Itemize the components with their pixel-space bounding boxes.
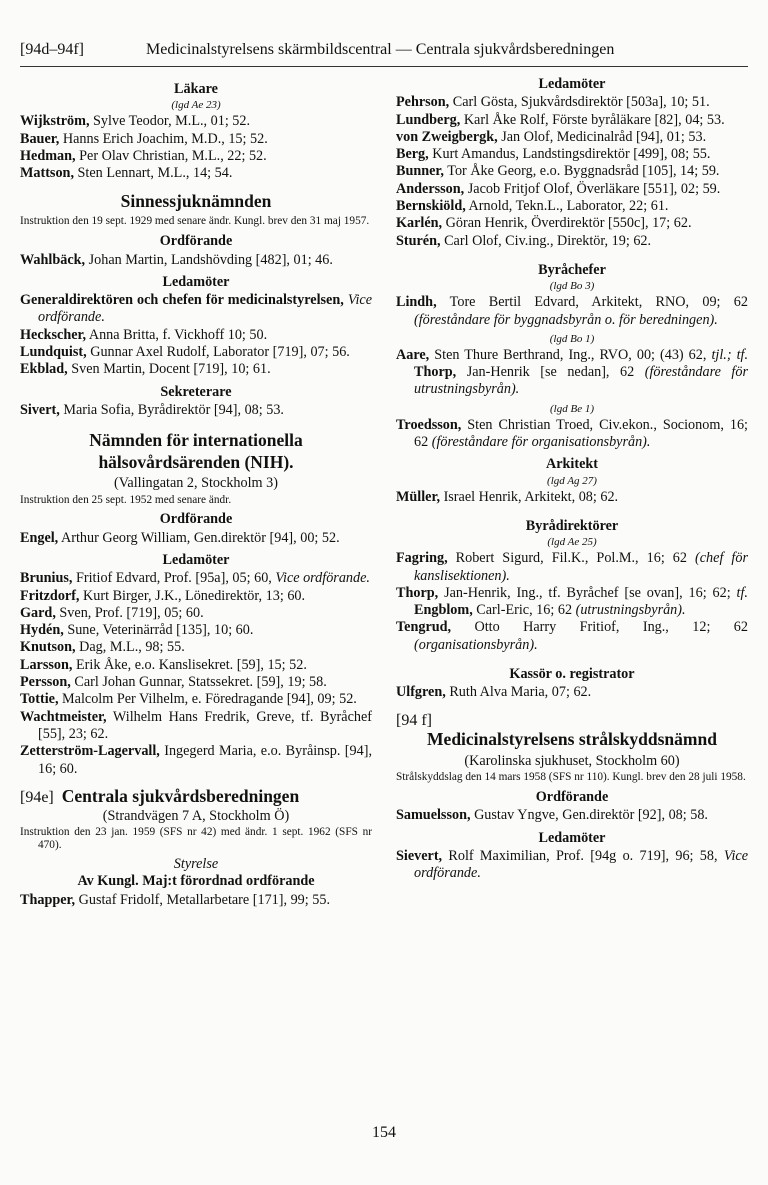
byrachefer-grade-1: (lgd Bo 3)	[549, 280, 595, 293]
sinnes-ord-heading: Ordförande	[159, 233, 233, 250]
list-item: Wachtmeister, Wilhelm Hans Fredrik, Greve, tf. Byråchef [55], 23; 62.	[20, 708, 372, 742]
csb-heading	[20, 785, 372, 806]
csb-address: (Strandvägen 7 A, Stockholm Ö)	[102, 808, 290, 825]
lakare-grade: (lgd Ae 23)	[171, 99, 221, 112]
list-item: Andersson, Jacob Fritjof Olof, Överläkare [551], 02; 59.	[396, 180, 721, 197]
list-item: Ulfgren, Ruth Alva Maria, 07; 62.	[396, 684, 592, 701]
nih-title: Nämnden för internationella hälsovårdsärenden (NIH).	[89, 430, 303, 473]
list-item: Gard, Sven, Prof. [719], 05; 60.	[20, 604, 204, 621]
list-item: Troedsson, Sten Christian Troed, Civ.ekon., Socionom, 16; 62 (föreståndare för organisationsbyrån).	[396, 416, 748, 451]
running-title: Medicinalstyrelsens skärmbildscentral — Centrala sjukvårdsberedningen	[146, 41, 615, 58]
list-item: Lundberg, Karl Åke Rolf, Förste byråläkare [82], 04; 53.	[396, 111, 725, 128]
arkitekt-grade: (lgd Ag 27)	[547, 474, 597, 487]
list-item: Wijkström, Sylve Teodor, M.L., 01; 52.	[20, 113, 251, 130]
left-column	[20, 76, 372, 909]
list-item: Bernskiöld, Arnold, Tekn.L., Laborator, 22; 61.	[396, 198, 669, 215]
ssn-address: (Karolinska sjukhuset, Stockholm 60)	[464, 752, 680, 769]
list-item: Lindh, Tore Bertil Edvard, Arkitekt, RNO, 09; 62 (föreståndare för byggnadsbyrån o. för beredningen).	[396, 294, 748, 328]
byradir-grade: (lgd Ae 25)	[547, 536, 597, 549]
list-item: Generaldirektören och chefen för medicinalstyrelsen, Vice ordförande.	[20, 292, 373, 326]
byrachefer-grade-2: (lgd Bo 1)	[549, 332, 595, 345]
list-item: Sturén, Carl Olof, Civ.ing., Direktör, 19; 62.	[396, 232, 652, 249]
page-number: 154	[372, 1124, 396, 1141]
lakare-heading: Läkare	[174, 81, 218, 97]
nih-address: (Vallingatan 2, Stockholm 3)	[114, 475, 278, 492]
list-item: von Zweigbergk, Jan Olof, Medicinalråd [94], 01; 53.	[396, 128, 707, 145]
list-item: Wahlbäck, Johan Martin, Landshövding [482], 01; 46.	[20, 251, 333, 268]
ssn-instruction: Strålskyddslag den 14 mars 1958 (SFS nr 110). Kungl. brev den 28 juli 1958.	[396, 771, 746, 784]
sinnes-instruction: Instruktion den 19 sept. 1929 med senare ändr. Kungl. brev den 31 maj 1957.	[20, 215, 370, 228]
list-item: Zetterström-Lagervall, Ingegerd Maria, e.o. Byråinsp. [94], 16; 60.	[20, 743, 372, 777]
list-item: Persson, Carl Johan Gunnar, Statssekret. [59], 19; 58.	[20, 674, 327, 691]
byradir-heading: Byrådirektörer	[525, 517, 619, 534]
list-item: Ekblad, Sven Martin, Docent [719], 10; 61.	[20, 361, 271, 378]
right-column	[396, 76, 748, 882]
ssn-title: Medicinalstyrelsens strålskyddsnämnd	[427, 728, 717, 749]
list-item: Engel, Arthur Georg William, Gen.direktör [94], 00; 52.	[20, 529, 340, 546]
list-item: Hedman, Per Olav Christian, M.L., 22; 52.	[20, 147, 267, 164]
list-item: Bunner, Tor Åke Georg, e.o. Byggnadsråd [105], 14; 59.	[396, 163, 720, 180]
list-item: Knutson, Dag, M.L., 98; 55.	[20, 639, 185, 656]
byrachefer-heading: Byråchefer	[538, 261, 606, 278]
list-item: Sievert, Rolf Maximilian, Prof. [94g o. 719], 96; 58, Vice ordförande.	[396, 847, 748, 882]
sinnes-sek-heading: Sekreterare	[160, 383, 232, 400]
list-item: Pehrson, Carl Gösta, Sjukvårdsdirektör [503a], 10; 51.	[396, 94, 710, 111]
header-rule	[20, 66, 748, 67]
sinnes-led-heading: Ledamöter	[162, 273, 230, 290]
list-item: Fritzdorf, Kurt Birger, J.K., Lönedirektör, 13; 60.	[20, 587, 306, 604]
ssn-number: [94 f]	[396, 711, 432, 729]
arkitekt-heading: Arkitekt	[545, 456, 598, 473]
list-item: Hydén, Sune, Veterinärråd [135], 10; 60.	[20, 622, 254, 639]
csb-title: Centrala sjukvårdsberedningen	[61, 785, 300, 806]
list-item: Heckscher, Anna Britta, f. Vickhoff 10; 50.	[20, 326, 268, 343]
csb-av-heading: Av Kungl. Maj:t förordnad ordförande	[77, 873, 315, 890]
list-item: Müller, Israel Henrik, Arkitekt, 08; 62.	[396, 488, 619, 505]
csb-instruction: Instruktion den 23 jan. 1959 (SFS nr 42) med ändr. 1 sept. 1962 (SFS nr 470).	[20, 826, 372, 852]
section-reference: [94d–94f]	[20, 41, 84, 58]
ssn-ord-heading: Ordförande	[535, 789, 609, 805]
byrachefer-grade-3: (lgd Be 1)	[550, 402, 594, 415]
kassor-heading: Kassör o. registrator	[509, 666, 635, 683]
list-item: Berg, Kurt Amandus, Landstingsdirektör [499], 08; 55.	[396, 146, 711, 163]
nih-led-heading: Ledamöter	[162, 551, 230, 568]
list-item: Aare, Sten Thure Berthrand, Ing., RVO, 00; (43) 62, tjl.; tf. Thorp, Jan-Henrik [se nedan], 62 (föreståndare för utrustningsbyrån).	[396, 346, 748, 398]
list-item: Lundquist, Gunnar Axel Rudolf, Laborator [719], 07; 56.	[20, 344, 350, 361]
list-item: Bauer, Hanns Erich Joachim, M.D., 15; 52.	[20, 130, 268, 147]
ssn-led-heading: Ledamöter	[538, 829, 606, 846]
list-item: Brunius, Fritiof Edvard, Prof. [95a], 05; 60, Vice ordförande.	[20, 570, 370, 587]
list-item: Samuelsson, Gustav Yngve, Gen.direktör [92], 08; 58.	[396, 807, 708, 824]
list-item: Larsson, Erik Åke, e.o. Kanslisekret. [59], 15; 52.	[20, 656, 307, 673]
csb-styrelse: Styrelse	[173, 855, 219, 872]
list-item: Tengrud, Otto Harry Fritiof, Ing., 12; 62 (organisationsbyrån).	[396, 619, 748, 653]
nih-ord-heading: Ordförande	[159, 511, 233, 528]
csb-number: [94e]	[20, 788, 54, 806]
csb-led-heading: Ledamöter	[538, 76, 606, 92]
sinnes-title: Sinnessjuknämnden	[120, 191, 272, 212]
list-item: Tottie, Malcolm Per Vilhelm, e. Föredragande [94], 09; 52.	[20, 691, 357, 708]
list-item: Fagring, Robert Sigurd, Fil.K., Pol.M., 16; 62 (chef för kanslisektionen).	[396, 550, 748, 584]
list-item: Thapper, Gustaf Fridolf, Metallarbetare [171], 99; 55.	[20, 891, 330, 908]
list-item: Sivert, Maria Sofia, Byrådirektör [94], 08; 53.	[20, 401, 284, 418]
list-item: Thorp, Jan-Henrik, Ing., tf. Byråchef [se ovan], 16; 62; tf. Engblom, Carl-Eric, 16; 62 (utrustningsbyrån).	[396, 584, 748, 619]
nih-instruction: Instruktion den 25 sept. 1952 med senare ändr.	[20, 493, 232, 506]
list-item: Karlén, Göran Henrik, Överdirektör [550c], 17; 62.	[396, 215, 692, 232]
list-item: Mattson, Sten Lennart, M.L., 14; 54.	[20, 165, 233, 182]
